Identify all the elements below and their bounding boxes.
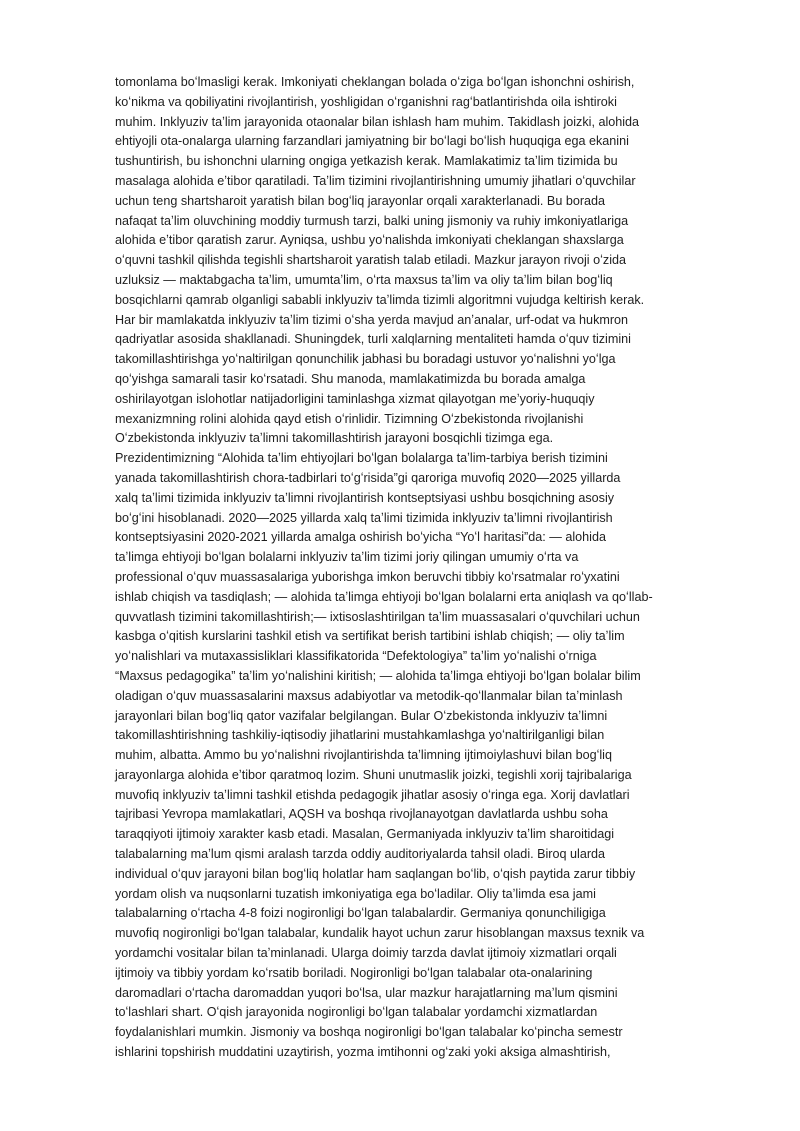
text-line: “Maxsus pedagogika” taʼlim yoʻnalishini kiritish; — alohida taʼlimga ehtiyoji boʻlgan bolalar bilim xyxy=(115,668,641,683)
text-line: Oʻzbekistonda inklyuziv taʼlimni takomillashtirish jarayoni bosqichli tizimga ega. xyxy=(115,431,554,446)
text-line: ehtiyojli ota-onalarga ularning farzandlari jamiyatning bir boʻlagi boʻlish huquqiga ega ekanini xyxy=(115,134,629,149)
text-line: takomillashtirishning tashkiliy-iqtisodiy jihatlarini mustahkamlashga yoʻnaltirilganligi bilan xyxy=(115,728,605,743)
body-text xyxy=(115,73,688,1063)
text-line: yordamchi vositalar bilan taʼminlanadi. Ularga doimiy tarzda davlat ijtimoiy xizmatlari orqali xyxy=(115,946,617,961)
text-line: muvofiq inklyuziv taʼlimni tashkil etishda pedagogik jihatlar asosiy oʻringa ega. Xorij davlatlari xyxy=(115,787,630,802)
text-line: quvvatlash tizimini takomillashtirish;— ixtisoslashtirilgan taʼlim muassasalari oʻquvchilari uchun xyxy=(115,609,640,624)
text-line: jarayonlari bilan bogʻliq qator vazifalar belgilangan. Bular Oʻzbekistonda inklyuziv taʼlimni xyxy=(115,708,608,723)
text-line: ijtimoiy va tibbiy yordam koʻrsatib boriladi. Nogironligi boʻlgan talabalar ota-onalarining xyxy=(115,965,593,980)
text-line: tushuntirish, bu ishonchni ularning ongiga yetkazish kerak. Mamlakatimiz taʼlim tizimida bu xyxy=(115,154,618,169)
text-line: alohida eʼtibor qaratish zarur. Ayniqsa, ushbu yoʻnalishda imkoniyati cheklangan shaxslarga xyxy=(115,233,624,248)
text-line: oʻquvni tashkil qilishda tegishli shartsharoit yaratish talab etiladi. Mazkur jarayon rivoji oʻzida xyxy=(115,253,626,268)
text-line: talabalarning oʻrtacha 4-8 foizi nogironligi boʻlgan talabalardir. Germaniya qonunchiligiga xyxy=(115,906,606,921)
text-line: ishlarini topshirish muddatini uzaytirish, yozma imtihonni ogʻzaki yoki aksiga almashtirish, xyxy=(115,1045,611,1060)
text-line: daromadlari oʻrtacha daromaddan yuqori boʻlsa, ular mazkur harajatlarning maʼlum qismini xyxy=(115,985,618,1000)
text-line: Prezidentimizning “Alohida taʼlim ehtiyojlari boʻlgan bolalarga taʼlim-tarbiya berish tizimini xyxy=(115,451,608,466)
text-line: xalq taʼlimi tizimida inklyuziv taʼlimni rivojlantirish kontseptsiyasi ushbu bosqichning asosiy xyxy=(115,490,615,505)
text-line: tajribasi Yevropa mamlakatlari, AQSH va boshqa rivojlanayotgan davlatlarda ushbu soha xyxy=(115,807,608,822)
text-line: taraqqiyoti ijtimoiy xarakter kasb etadi. Masalan, Germaniyada inklyuziv taʼlim sharoitidagi xyxy=(115,827,615,842)
text-line: qadriyatlar asosida shakllanadi. Shuningdek, turli xalqlarning mentaliteti hamda oʻquv tizimini xyxy=(115,332,631,347)
text-line: mexanizmning rolini alohida qayd etish oʻrinlidir. Tizimning Oʻzbekistonda rivojlanishi xyxy=(115,411,584,426)
text-line: muhim, albatta. Ammo bu yoʻnalishni rivojlantirishda taʼlimning ijtimoiylashuvi bilan bogʻliq xyxy=(115,748,612,763)
text-line: Har bir mamlakatda inklyuziv taʼlim tizimi oʻsha yerda mavjud anʼanalar, urf-odat va hukmron xyxy=(115,312,629,327)
text-line: foydalanishlari mumkin. Jismoniy va boshqa nogironligi boʻlgan talabalar koʻpincha semestr xyxy=(115,1025,623,1040)
text-line: yordam olish va nuqsonlarni tuzatish imkoniyatiga ega boʻladilar. Oliy taʼlimda esa jami xyxy=(115,886,596,901)
text-line: yanada takomillashtirish chora-tadbirlari toʻgʻrisida”gi qaroriga muvofiq 2020—2025 yillarda xyxy=(115,470,621,485)
text-line: uchun teng shartsharoit yaratish bilan bogʻliq jarayonlar orqali xarakterlanadi. Bu borada xyxy=(115,193,606,208)
text-line: boʻgʻini hisoblanadi. 2020—2025 yillarda xalq taʼlimi tizimida inklyuziv taʼlimni rivojlantirish xyxy=(115,510,613,525)
text-line: kasbga oʻqitish kurslarini tashkil etish va sertifikat berish tartibini ishlab chiqish; — oliy taʼlim xyxy=(115,629,625,644)
text-line: qoʻyishga samarali tasir koʻrsatadi. Shu manoda, mamlakatimizda bu borada amalga xyxy=(115,371,586,386)
text-line: professional oʻquv muassasalariga yuborishga imkon beruvchi tibbiy koʻrsatmalar roʻyxatini xyxy=(115,569,620,584)
text-line: talabalarning maʼlum qismi aralash tarzda oddiy auditoriyalarda tahsil oladi. Biroq ularda xyxy=(115,847,606,862)
text-line: oshirilayotgan islohotlar natijadorligini taminlashga xizmat qilayotgan meʼyoriy-huquqiy xyxy=(115,391,595,406)
text-line: toʻlashlari shart. Oʻqish jarayonida nogironligi boʻlgan talabalar yordamchi xizmatlardan xyxy=(115,1005,598,1020)
text-line: ishlab chiqish va tasdiqlash; — alohida taʼlimga ehtiyoji boʻlgan bolalarni erta aniqlash va qoʻllab- xyxy=(115,589,653,604)
text-line: bosqichlarni qamrab olganligi sababli inklyuziv taʼlimda tizimli algoritmni vujudga keltirish kerak. xyxy=(115,292,645,307)
text-line: takomillashtirishga yoʻnaltirilgan qonunchilik jabhasi bu boradagi ustuvor yoʻnalishni yoʻlga xyxy=(115,352,616,367)
text-line: koʻnikma va qobiliyatini rivojlantirish, yoshligidan oʻrganishni ragʻbatlantirishda oila ishtiroki xyxy=(115,94,617,109)
text-line: individual oʻquv jarayoni bilan bogʻliq holatlar ham saqlangan boʻlib, oʻqish paytida zarur tibbiy xyxy=(115,866,636,881)
text-line: masalaga alohida eʼtibor qaratiladi. Taʼlim tizimini rivojlantirishning umumiy jihatlari oʻquvchilar xyxy=(115,173,636,188)
text-line: oladigan oʻquv muassasalarini maxsus adabiyotlar va metodik-qoʻllanmalar bilan taʼminlash xyxy=(115,688,623,703)
text-line: yoʻnalishlari va mutaxassisliklari klassifikatorida “Defektologiya” taʼlim yoʻnalishi oʻrniga xyxy=(115,649,597,664)
text-line: uzluksiz — maktabgacha taʼlim, umumtaʼlim, oʻrta maxsus taʼlim va oliy taʼlim bilan bogʻliq xyxy=(115,272,613,287)
text-line: jarayonlarga alohida eʼtibor qaratmoq lozim. Shuni unutmaslik joizki, tegishli xorij tajribalariga xyxy=(115,767,632,782)
text-line: tomonlama boʻlmasligi kerak. Imkoniyati cheklangan bolada oʻziga boʻlgan ishonchni oshirish, xyxy=(115,75,635,89)
text-line: muhim. Inklyuziv taʼlim jarayonida otaonalar bilan ishlash ham muhim. Takidlash joizki, alohida xyxy=(115,114,640,129)
text-line: nafaqat taʼlim oluvchining moddiy turmush tarzi, balki uning jismoniy va ruhiy imkoniyatlariga xyxy=(115,213,629,228)
text-line: muvofiq nogironligi boʻlgan talabalar, kundalik hayot uchun zarur hisoblangan maxsus texnik va xyxy=(115,926,645,941)
text-line: taʼlimga ehtiyoji boʻlgan bolalarni inklyuziv taʼlim tizimi joriy qilingan umumiy oʻrta va xyxy=(115,550,579,565)
text-line: kontseptsiyasini 2020-2021 yillarda amalga oshirish boʻyicha “Yoʻl haritasi”da: — alohida xyxy=(115,530,606,545)
